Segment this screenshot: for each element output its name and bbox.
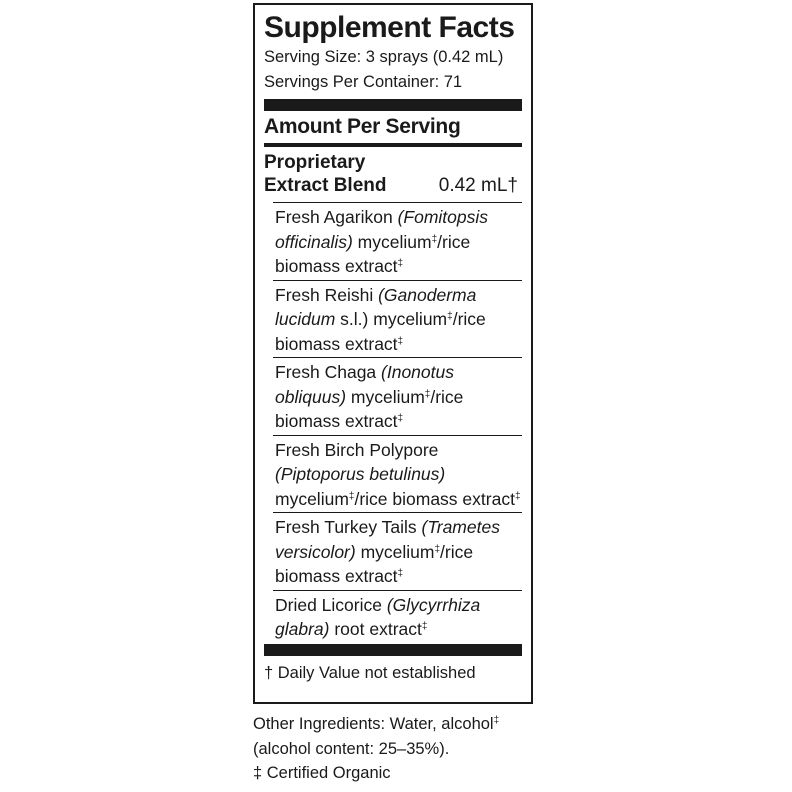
ingredient-agarikon [273, 203, 522, 281]
ingredient-licorice [273, 591, 522, 643]
organic-mark: ‡ [348, 490, 355, 502]
panel-title: Supplement Facts [264, 11, 515, 44]
ingredient-name: Dried Licorice [275, 594, 387, 615]
organic-mark: ‡ [397, 413, 404, 424]
ingredient-reishi [273, 281, 522, 359]
organic-mark: ‡ [493, 715, 500, 726]
ingredient-name: Fresh Agarikon [275, 207, 398, 227]
ingredient-name: Fresh Chaga [275, 362, 382, 382]
ingredient-part: mycelium [346, 386, 425, 407]
organic-mark: ‡ [397, 258, 404, 269]
proprietary-blend [264, 151, 522, 197]
ingredient-latin-name: (Inonotus obliquus) [275, 362, 454, 407]
certified-organic-note: ‡ Certified Organic [253, 764, 391, 782]
organic-mark: ‡ [514, 490, 521, 502]
ingredient-part: mycelium [368, 309, 448, 329]
supplement-facts-panel [253, 3, 533, 704]
thick-divider [264, 99, 522, 111]
ingredient-extract: /rice biomass extract [275, 386, 464, 431]
ingredient-birch-polypore [273, 436, 522, 514]
servings-per-container: Servings Per Container: 71 [264, 73, 463, 91]
ingredient-turkey-tails [273, 513, 522, 591]
ingredient-latin-suffix: s.l.) [335, 309, 369, 329]
ingredient-latin-name: (Trametes versicolor) [275, 517, 500, 562]
ingredient-extract: /rice biomass extract [275, 231, 471, 276]
ingredient-latin-name: (Glycyrrhiza glabra) [275, 594, 481, 639]
medium-divider [264, 143, 522, 147]
ingredient-part: mycelium [352, 231, 432, 252]
alcohol-content: (alcohol content: 25–35%). [253, 739, 450, 758]
organic-mark: ‡ [421, 621, 428, 632]
ingredient-part: root extract [329, 619, 422, 639]
ingredient-latin-name: (Piptoporus betulinus) [275, 464, 446, 484]
ingredient-part: mycelium [275, 488, 349, 509]
organic-mark: ‡ [447, 311, 453, 322]
serving-size: Serving Size: 3 sprays (0.42 mL) [264, 48, 504, 66]
blend-name-line2: Extract Blend [264, 175, 387, 196]
ingredient-latin-name: (Ganoderma lucidum [275, 284, 477, 329]
other-ingredients-line1 [253, 712, 553, 737]
ingredient-extract: /rice biomass extract [275, 541, 474, 586]
organic-mark: ‡ [424, 388, 431, 400]
amount-per-serving-heading: Amount Per Serving [264, 115, 461, 138]
ingredient-name: Fresh Reishi [275, 284, 379, 305]
other-ingredients [253, 712, 553, 786]
blend-amount: 0.42 mL† [438, 175, 518, 196]
organic-mark: ‡ [397, 335, 404, 347]
other-ingredients-text: Other Ingredients: Water, alcohol [253, 715, 494, 733]
ingredient-chaga [273, 358, 522, 436]
ingredient-name: Fresh Birch Polypore [275, 439, 439, 460]
ingredient-latin-name: (Fomitopsis officinalis) [275, 207, 488, 252]
organic-mark: ‡ [431, 233, 438, 245]
ingredient-part: mycelium [355, 541, 435, 562]
ingredient-name: Fresh Turkey Tails [275, 517, 422, 537]
ingredient-extract: /rice biomass extract [275, 309, 486, 354]
ingredient-list [273, 202, 522, 643]
daily-value-footnote: † Daily Value not established [264, 663, 476, 682]
bottom-thick-divider [264, 644, 522, 656]
blend-name-line1: Proprietary [264, 152, 366, 173]
ingredient-extract: /rice biomass extract [354, 488, 515, 509]
organic-mark: ‡ [434, 543, 441, 555]
organic-mark: ‡ [397, 568, 404, 579]
